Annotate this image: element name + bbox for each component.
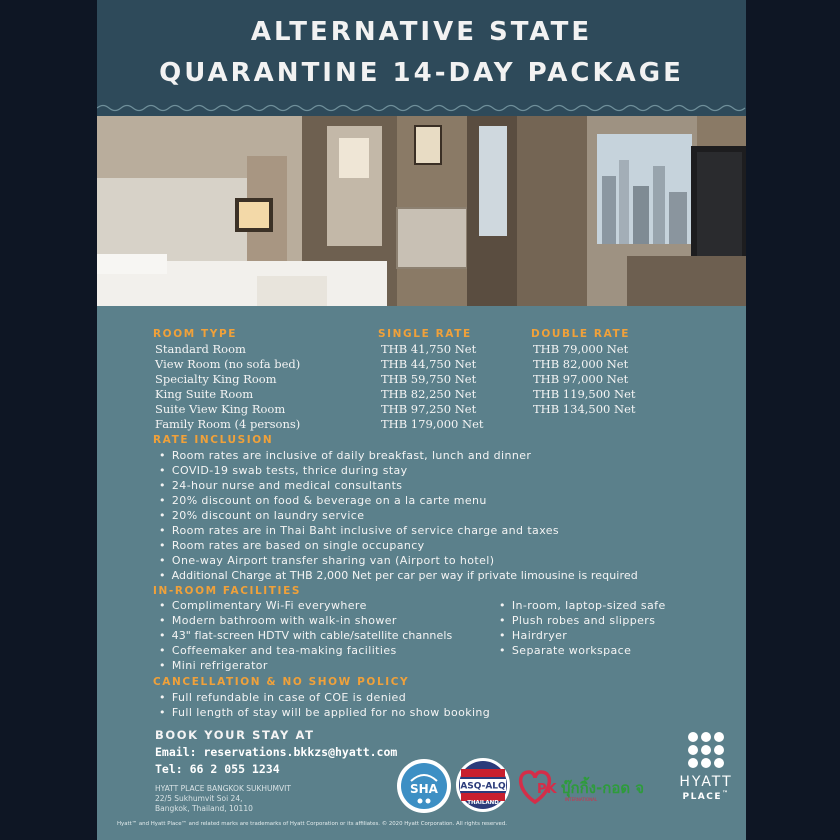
room-type-column bbox=[155, 342, 300, 432]
single-rate-cell: THB 97,250 Net bbox=[381, 402, 477, 416]
room-type-cell: Standard Room bbox=[155, 342, 246, 356]
room-type-cell: King Suite Room bbox=[155, 387, 254, 401]
single-rate-cell: THB 59,750 Net bbox=[381, 372, 477, 386]
double-rate-column bbox=[533, 342, 636, 417]
legal-footer: Hyatt™ and Hyatt Place™ and related marks are trademarks of Hyatt Corporation or its affiliates. © 2020 Hyatt Corporation. All rights reserved. bbox=[117, 821, 507, 827]
sha-label: SHA bbox=[410, 782, 438, 796]
address-line-1: 22/5 Sukhumvit Soi 24, bbox=[155, 794, 243, 803]
policy-list bbox=[159, 690, 490, 720]
single-rate-heading: SINGLE RATE bbox=[378, 328, 472, 340]
sha-badge bbox=[395, 757, 453, 815]
list-item: • Coffeemaker and tea-making facilities bbox=[159, 643, 452, 658]
list-item: • 24-hour nurse and medical consultants bbox=[159, 478, 638, 493]
single-rate-cell: THB 44,750 Net bbox=[381, 357, 477, 371]
single-rate-cell: THB 41,750 Net bbox=[381, 342, 477, 356]
room-type-cell: Suite View King Room bbox=[155, 402, 286, 416]
title-line-1: ALTERNATIVE STATE bbox=[250, 17, 593, 47]
list-item: • Mini refrigerator bbox=[159, 658, 452, 673]
room-type-cell: Specialty King Room bbox=[155, 372, 277, 386]
list-item: • Full length of stay will be applied for no show booking bbox=[159, 705, 490, 720]
room-photo bbox=[97, 116, 746, 306]
single-rate-column bbox=[381, 342, 484, 432]
double-rate-cell: THB 79,000 Net bbox=[533, 342, 629, 356]
asq-country: THAILAND bbox=[467, 800, 499, 806]
title-line-2: QUARANTINE 14-DAY PACKAGE bbox=[159, 58, 684, 88]
asq-label: ASQ-ALQ bbox=[460, 781, 506, 792]
flyer-header bbox=[97, 0, 746, 101]
pk-sub: INTERNATIONAL bbox=[565, 797, 598, 802]
facilities-heading: IN-ROOM FACILITIES bbox=[153, 585, 302, 597]
quarantine-flyer bbox=[97, 0, 746, 840]
policy-heading: CANCELLATION & NO SHOW POLICY bbox=[153, 676, 410, 688]
double-rate-heading: DOUBLE RATE bbox=[531, 328, 631, 340]
list-item: • One-way Airport transfer sharing van (Airport to hotel) bbox=[159, 553, 638, 568]
pk-prefix: PK bbox=[537, 782, 557, 797]
list-item: • Modern bathroom with walk-in shower bbox=[159, 613, 452, 628]
rate-inclusion-heading: RATE INCLUSION bbox=[153, 434, 274, 446]
list-item: • 43" flat-screen HDTV with cable/satellite channels bbox=[159, 628, 452, 643]
list-item: • Room rates are in Thai Baht inclusive of service charge and taxes bbox=[159, 523, 638, 538]
list-item: • Room rates are based on single occupancy bbox=[159, 538, 638, 553]
place-word: PLACE bbox=[682, 792, 723, 802]
room-type-cell: View Room (no sofa bed) bbox=[155, 357, 301, 371]
list-item: • Complimentary Wi-Fi everywhere bbox=[159, 598, 452, 613]
place-wordmark bbox=[671, 790, 741, 802]
rate-inclusion-list bbox=[159, 448, 638, 583]
hyatt-mark-icon bbox=[686, 730, 726, 770]
pk-text: บุ๊กกิ้ง-กอด จ bbox=[561, 779, 645, 797]
list-item: • In-room, laptop-sized safe bbox=[499, 598, 666, 613]
hyatt-place-logo bbox=[671, 730, 741, 802]
facilities-right-list bbox=[499, 598, 666, 658]
list-item: • COVID-19 swab tests, thrice during stay bbox=[159, 463, 638, 478]
hyatt-wordmark: HYATT bbox=[679, 774, 733, 790]
pk-logo bbox=[515, 764, 665, 808]
wave-divider bbox=[97, 100, 746, 116]
phone-link[interactable]: Tel: 66 2 055 1234 bbox=[155, 762, 280, 776]
facilities-left-list bbox=[159, 598, 452, 673]
asq-alq-badge bbox=[455, 757, 511, 813]
list-item: • Separate workspace bbox=[499, 643, 666, 658]
single-rate-cell: THB 82,250 Net bbox=[381, 387, 477, 401]
list-item: • Room rates are inclusive of daily breakfast, lunch and dinner bbox=[159, 448, 638, 463]
list-item: • Full refundable in case of COE is denied bbox=[159, 690, 490, 705]
double-rate-cell: THB 119,500 Net bbox=[533, 387, 636, 401]
room-type-cell: Family Room (4 persons) bbox=[155, 417, 301, 431]
list-item: • Additional Charge at THB 2,000 Net per car per way if private limousine is required bbox=[159, 568, 638, 583]
hotel-name: HYATT PLACE BANGKOK SUKHUMVIT bbox=[155, 784, 291, 793]
room-type-heading: ROOM TYPE bbox=[153, 328, 238, 340]
book-heading: BOOK YOUR STAY AT bbox=[155, 728, 315, 742]
double-rate-cell: THB 97,000 Net bbox=[533, 372, 629, 386]
address-line-2: Bangkok, Thailand, 10110 bbox=[155, 804, 253, 813]
single-rate-cell: THB 179,000 Net bbox=[381, 417, 484, 431]
double-rate-cell: THB 82,000 Net bbox=[533, 357, 629, 371]
list-item: • 20% discount on laundry service bbox=[159, 508, 638, 523]
list-item: • Plush robes and slippers bbox=[499, 613, 666, 628]
email-link[interactable]: Email: reservations.bkkzs@hyatt.com bbox=[155, 745, 398, 759]
double-rate-cell: THB 134,500 Net bbox=[533, 402, 636, 416]
list-item: • 20% discount on food & beverage on a la carte menu bbox=[159, 493, 638, 508]
list-item: • Hairdryer bbox=[499, 628, 666, 643]
trademark-symbol: ™ bbox=[722, 790, 730, 797]
